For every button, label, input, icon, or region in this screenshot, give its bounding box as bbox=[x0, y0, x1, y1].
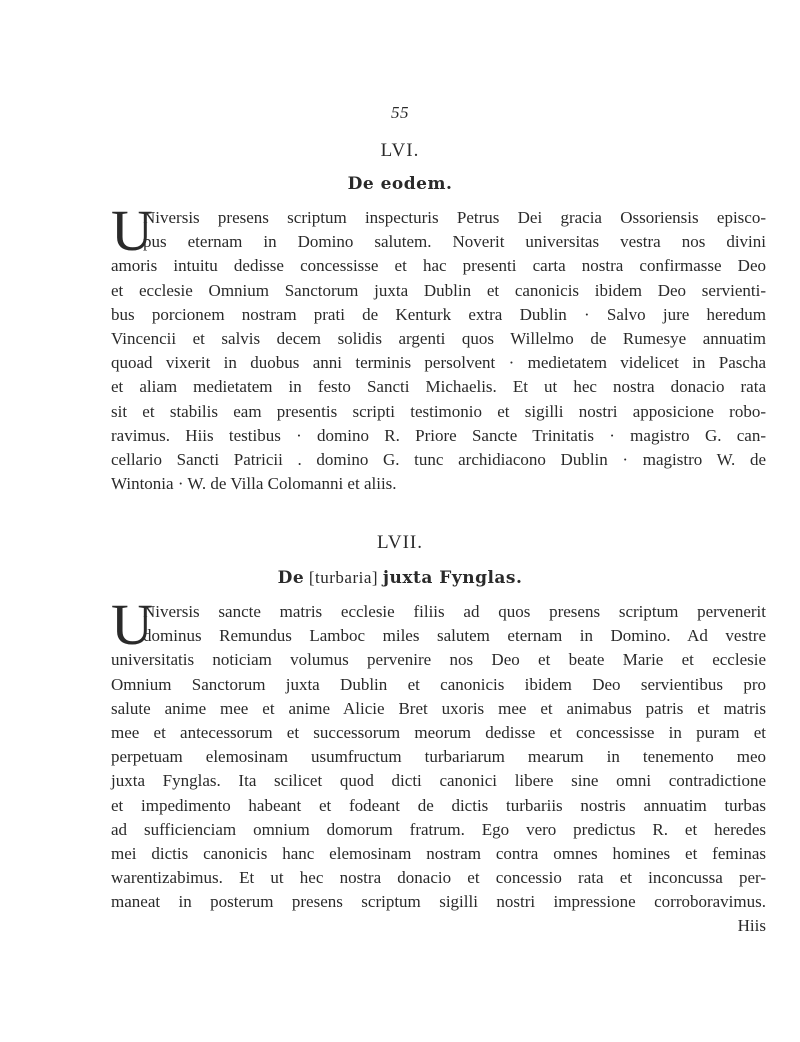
text-line: Wintonia · W. de Villa Colomanni et aliis. bbox=[111, 474, 397, 494]
text-line: dominus Remundus Lamboc miles salutem eternam in Domino. Ad vestre bbox=[143, 626, 766, 646]
charter-heading-lvi bbox=[0, 174, 800, 194]
text-line: Vincencii et salvis decem solidis argenti quos Willelmo de Rumesye annuatim bbox=[111, 328, 766, 348]
text-line: quoad vixerit in duobus anni terminis persolvent · medietatem videlicet in Pascha bbox=[111, 353, 766, 373]
text-line: salute anime mee et anime Alicie Bret uxoris mee et animabus patris et matris bbox=[111, 698, 766, 718]
text-line: et impedimento habeant et fodeant de dictis turbariis nostris annuatim turbas bbox=[111, 795, 766, 815]
text-line: bus porcionem nostram prati de Kenturk extra Dublin · Salvo jure heredum bbox=[111, 304, 766, 324]
text-line: ad sufficienciam omnium domorum fratrum. Ego vero predictus R. et heredes bbox=[111, 819, 766, 839]
text-line: maneat in posterum presens scriptum sigilli nostri impressione corroboravimus. bbox=[111, 892, 766, 912]
text-line: warentizabimus. Et ut hec nostra donacio et concessio rata et inconcussa per- bbox=[111, 868, 766, 888]
text-line: et ecclesie Omnium Sanctorum juxta Dublin et canonicis ibidem Deo servienti- bbox=[111, 280, 766, 300]
text-line: universitatis noticiam volumus pervenire nos Deo et beate Marie et ecclesie bbox=[111, 650, 766, 670]
text-line: sit et stabilis eam presentis scripti testimonio et sigilli nostri apposicione robo- bbox=[111, 401, 766, 421]
charter-heading-prefix: De bbox=[277, 568, 305, 588]
text-line: juxta Fynglas. Ita scilicet quod dicti canonici libere sine omni contradictione bbox=[111, 771, 766, 791]
text-line: Omnium Sanctorum juxta Dublin et canonicis ibidem Deo servientibus pro bbox=[111, 674, 766, 694]
charter-number-lvii: LVII. bbox=[377, 532, 423, 553]
charter-heading-suffix: juxta Fynglas. bbox=[382, 568, 523, 588]
text-line: mei dictis canonicis hanc elemosinam nostram contra omnes homines et feminas bbox=[111, 843, 766, 863]
charter-number-lvi: LVI. bbox=[380, 140, 420, 161]
charter-heading-text: De eodem. bbox=[347, 174, 453, 194]
charter-heading-bracket: [turbaria] bbox=[308, 568, 379, 587]
drop-cap: U bbox=[111, 198, 153, 263]
text-line: ravimus. Hiis testibus · domino R. Priore Sancte Trinitatis · magistro G. can- bbox=[111, 425, 766, 445]
page-number: 55 bbox=[391, 103, 409, 122]
text-line: et aliam medietatem in festo Sancti Michaelis. Et ut hec nostra donacio rata bbox=[111, 377, 766, 397]
text-line: Niversis sancte matris ecclesie filiis ad quos presens scriptum pervenerit bbox=[143, 602, 766, 621]
text-line: pus eternam in Domino salutem. Noverit universitas vestra nos divini bbox=[143, 232, 766, 252]
charter-body-lvi bbox=[111, 198, 766, 496]
text-line: perpetuam elemosinam usumfructum turbariarum mearum in tenemento meo bbox=[111, 747, 766, 767]
charter-body-lvii bbox=[111, 592, 766, 939]
text-line: Niversis presens scriptum inspecturis Petrus Dei gracia Ossoriensis episco- bbox=[143, 208, 766, 227]
catchword: Hiis bbox=[737, 916, 766, 936]
text-line: amoris intuitu dedisse concessisse et hac presenti carta nostra confirmasse Deo bbox=[111, 256, 766, 276]
charter-heading-lvii bbox=[0, 568, 800, 588]
drop-cap: U bbox=[111, 592, 153, 657]
text-line: cellario Sancti Patricii . domino G. tunc archidiacono Dublin · magistro W. de bbox=[111, 449, 766, 469]
text-line: mee et antecessorum et successorum meorum dedisse et concessisse in puram et bbox=[111, 722, 766, 742]
